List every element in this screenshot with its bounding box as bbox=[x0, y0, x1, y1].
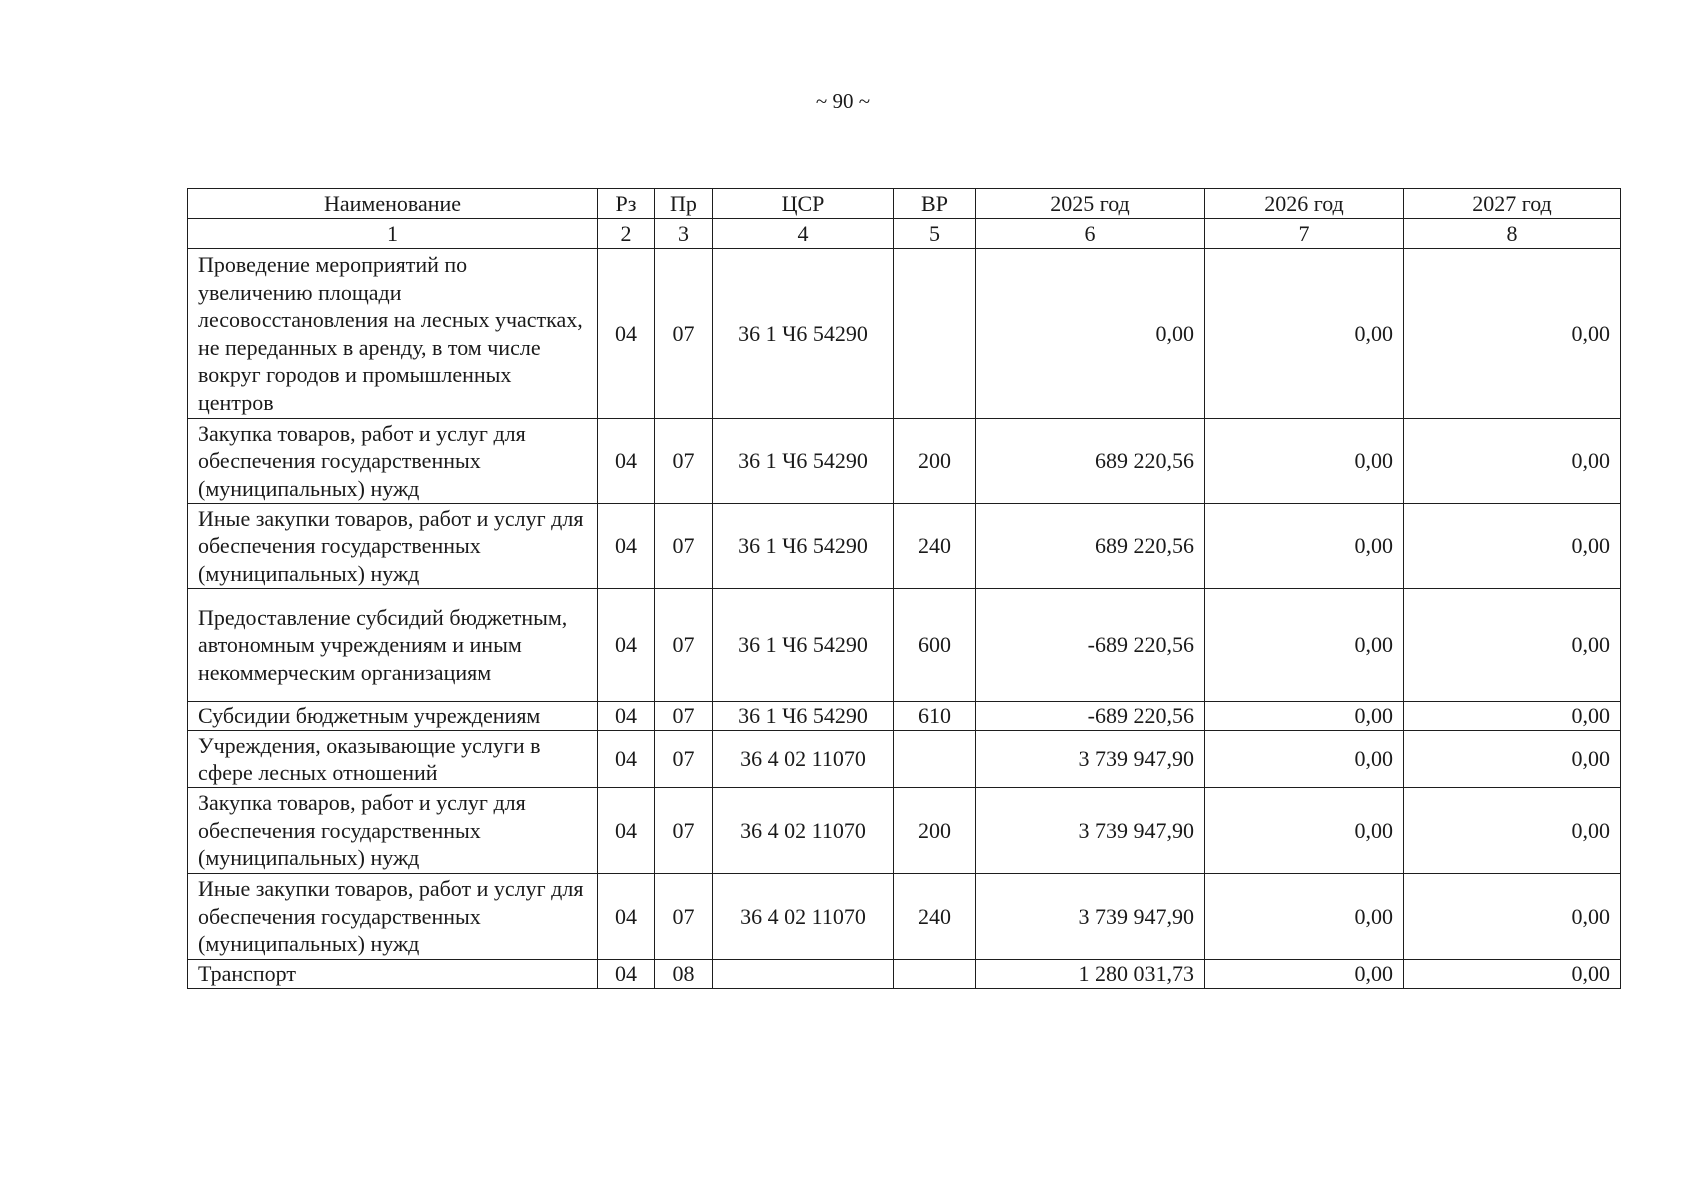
row-csr: 36 1 Ч6 54290 bbox=[713, 702, 894, 731]
row-amount-2027: 0,00 bbox=[1404, 504, 1621, 589]
row-vr bbox=[894, 249, 976, 419]
row-amount-2026: 0,00 bbox=[1205, 960, 1404, 989]
column-number: 7 bbox=[1205, 219, 1404, 249]
column-number: 4 bbox=[713, 219, 894, 249]
column-number-row bbox=[188, 219, 1621, 249]
row-vr bbox=[894, 960, 976, 989]
row-name: Иные закупки товаров, работ и услуг для обеспечения государственных (муниципальных) нужд bbox=[188, 504, 598, 589]
column-number: 3 bbox=[655, 219, 713, 249]
column-number: 6 bbox=[976, 219, 1205, 249]
row-name: Иные закупки товаров, работ и услуг для обеспечения государственных (муниципальных) нужд bbox=[188, 874, 598, 960]
row-amount-2025: 3 739 947,90 bbox=[976, 788, 1205, 874]
row-rz: 04 bbox=[598, 874, 655, 960]
row-amount-2027: 0,00 bbox=[1404, 874, 1621, 960]
row-rz: 04 bbox=[598, 702, 655, 731]
row-name: Учреждения, оказывающие услуги в сфере лесных отношений bbox=[188, 731, 598, 788]
row-name: Транспорт bbox=[188, 960, 598, 989]
table-row bbox=[188, 788, 1621, 874]
header-rz: Рз bbox=[598, 189, 655, 219]
row-amount-2026: 0,00 bbox=[1205, 589, 1404, 702]
row-vr: 610 bbox=[894, 702, 976, 731]
row-name: Предоставление субсидий бюджетным, автономным учреждениям и иным некоммерческим организациям bbox=[188, 589, 598, 702]
table-row bbox=[188, 874, 1621, 960]
row-amount-2025: 689 220,56 bbox=[976, 419, 1205, 504]
header-2026: 2026 год bbox=[1205, 189, 1404, 219]
row-amount-2026: 0,00 bbox=[1205, 419, 1404, 504]
row-rz: 04 bbox=[598, 504, 655, 589]
row-amount-2026: 0,00 bbox=[1205, 788, 1404, 874]
table-row bbox=[188, 589, 1621, 702]
row-csr: 36 1 Ч6 54290 bbox=[713, 249, 894, 419]
row-vr: 200 bbox=[894, 788, 976, 874]
row-rz: 04 bbox=[598, 960, 655, 989]
row-amount-2027: 0,00 bbox=[1404, 589, 1621, 702]
header-pr: Пр bbox=[655, 189, 713, 219]
row-csr: 36 4 02 11070 bbox=[713, 731, 894, 788]
row-pr: 07 bbox=[655, 589, 713, 702]
row-amount-2025: 3 739 947,90 bbox=[976, 874, 1205, 960]
column-number: 8 bbox=[1404, 219, 1621, 249]
row-rz: 04 bbox=[598, 788, 655, 874]
row-csr: 36 4 02 11070 bbox=[713, 874, 894, 960]
row-amount-2027: 0,00 bbox=[1404, 419, 1621, 504]
row-amount-2026: 0,00 bbox=[1205, 702, 1404, 731]
table-row bbox=[188, 702, 1621, 731]
row-amount-2025: -689 220,56 bbox=[976, 702, 1205, 731]
row-pr: 07 bbox=[655, 788, 713, 874]
row-amount-2025: 0,00 bbox=[976, 249, 1205, 419]
row-rz: 04 bbox=[598, 589, 655, 702]
row-vr: 600 bbox=[894, 589, 976, 702]
row-csr: 36 1 Ч6 54290 bbox=[713, 504, 894, 589]
table-row bbox=[188, 419, 1621, 504]
row-rz: 04 bbox=[598, 419, 655, 504]
row-name: Субсидии бюджетным учреждениям bbox=[188, 702, 598, 731]
table-row bbox=[188, 249, 1621, 419]
row-rz: 04 bbox=[598, 731, 655, 788]
column-number: 2 bbox=[598, 219, 655, 249]
row-amount-2025: 1 280 031,73 bbox=[976, 960, 1205, 989]
row-csr: 36 1 Ч6 54290 bbox=[713, 419, 894, 504]
column-number: 1 bbox=[188, 219, 598, 249]
row-amount-2027: 0,00 bbox=[1404, 960, 1621, 989]
row-rz: 04 bbox=[598, 249, 655, 419]
row-vr bbox=[894, 731, 976, 788]
row-pr: 07 bbox=[655, 504, 713, 589]
row-pr: 07 bbox=[655, 419, 713, 504]
header-row bbox=[188, 189, 1621, 219]
row-pr: 08 bbox=[655, 960, 713, 989]
row-vr: 200 bbox=[894, 419, 976, 504]
budget-table bbox=[187, 188, 1621, 989]
row-csr bbox=[713, 960, 894, 989]
row-amount-2026: 0,00 bbox=[1205, 504, 1404, 589]
row-pr: 07 bbox=[655, 249, 713, 419]
row-csr: 36 1 Ч6 54290 bbox=[713, 589, 894, 702]
row-amount-2025: 3 739 947,90 bbox=[976, 731, 1205, 788]
header-csr: ЦСР bbox=[713, 189, 894, 219]
table-row bbox=[188, 960, 1621, 989]
row-amount-2026: 0,00 bbox=[1205, 731, 1404, 788]
row-pr: 07 bbox=[655, 731, 713, 788]
row-amount-2027: 0,00 bbox=[1404, 731, 1621, 788]
header-vr: ВР bbox=[894, 189, 976, 219]
row-amount-2027: 0,00 bbox=[1404, 249, 1621, 419]
row-amount-2025: -689 220,56 bbox=[976, 589, 1205, 702]
row-amount-2027: 0,00 bbox=[1404, 788, 1621, 874]
row-pr: 07 bbox=[655, 874, 713, 960]
header-2027: 2027 год bbox=[1404, 189, 1621, 219]
row-amount-2025: 689 220,56 bbox=[976, 504, 1205, 589]
row-vr: 240 bbox=[894, 874, 976, 960]
row-name: Закупка товаров, работ и услуг для обеспечения государственных (муниципальных) нужд bbox=[188, 419, 598, 504]
row-pr: 07 bbox=[655, 702, 713, 731]
row-name: Закупка товаров, работ и услуг для обеспечения государственных (муниципальных) нужд bbox=[188, 788, 598, 874]
row-amount-2026: 0,00 bbox=[1205, 249, 1404, 419]
table-row bbox=[188, 731, 1621, 788]
row-amount-2026: 0,00 bbox=[1205, 874, 1404, 960]
table-row bbox=[188, 504, 1621, 589]
header-2025: 2025 год bbox=[976, 189, 1205, 219]
row-name: Проведение мероприятий по увеличению площади лесовосстановления на лесных участках, не переданных в аренду, в том числе вокруг городов и промышленных центров bbox=[188, 249, 598, 419]
row-vr: 240 bbox=[894, 504, 976, 589]
column-number: 5 bbox=[894, 219, 976, 249]
header-name: Наименование bbox=[188, 189, 598, 219]
page-number: ~ 90 ~ bbox=[815, 89, 871, 113]
row-amount-2027: 0,00 bbox=[1404, 702, 1621, 731]
row-csr: 36 4 02 11070 bbox=[713, 788, 894, 874]
